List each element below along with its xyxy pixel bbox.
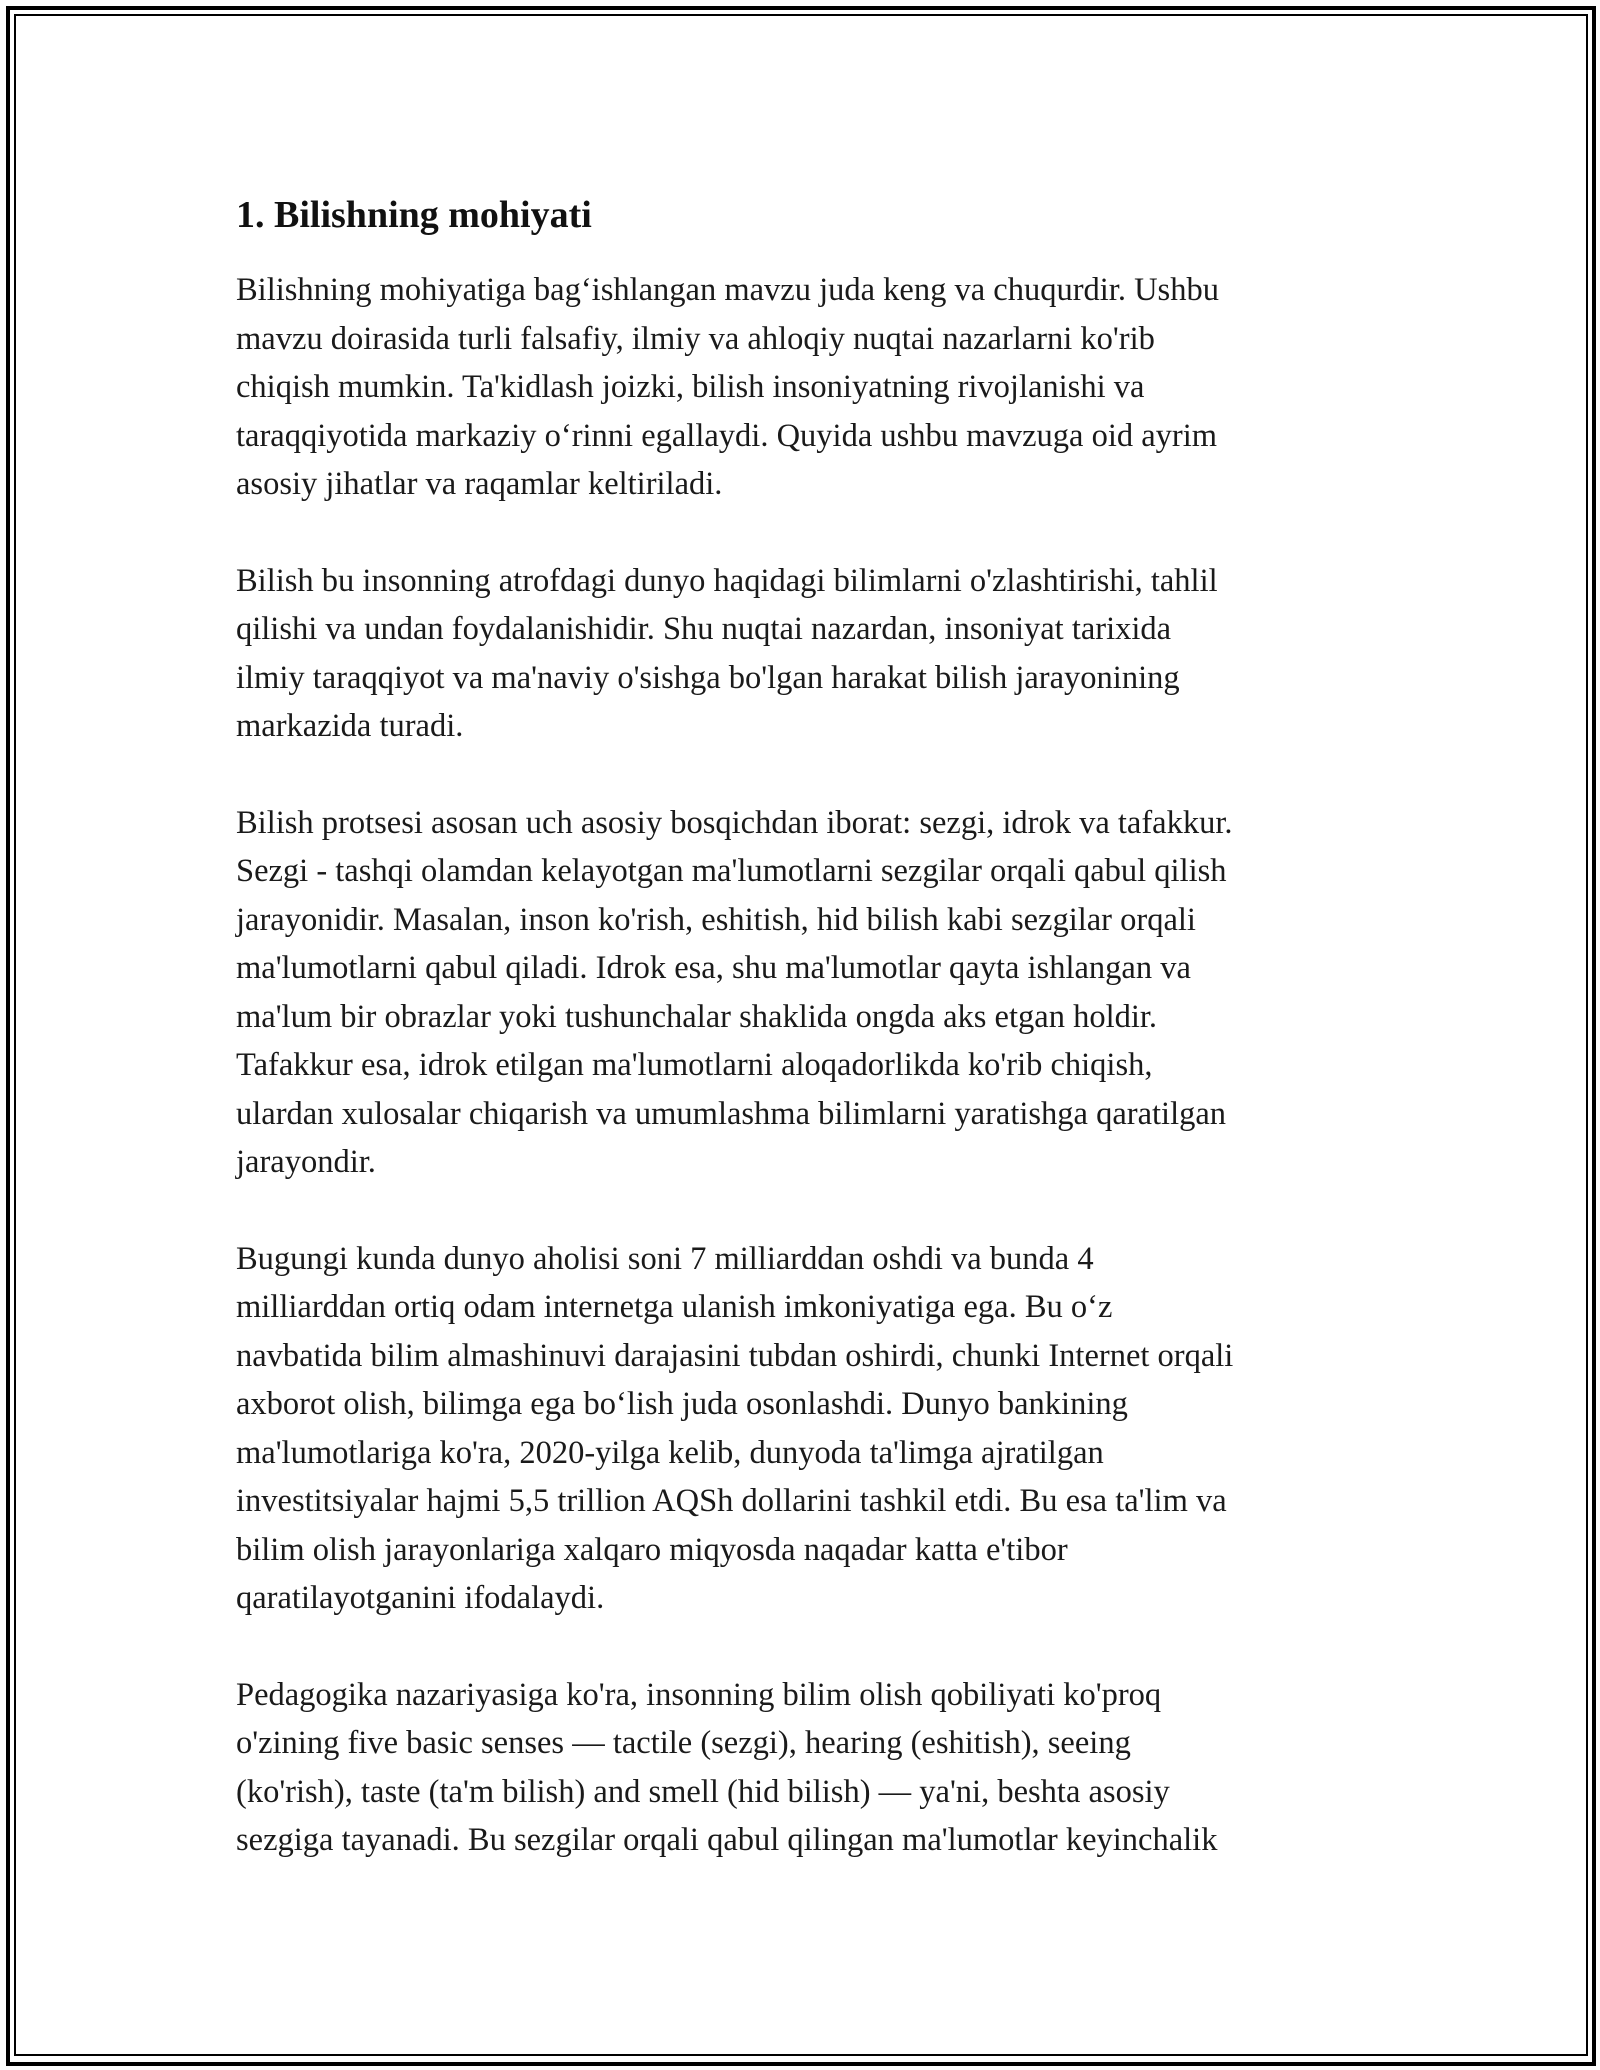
text-line: milliarddan ortiq odam internetga ulanish imkoniyatiga ega. Bu o‘z: [236, 1289, 1113, 1325]
text-line: Tafakkur esa, idrok etilgan ma'lumotlarni aloqadorlikda ko'rib chiqish,: [236, 1047, 1153, 1083]
text-line: jarayonidir. Masalan, inson ko'rish, eshitish, hid bilish kabi sezgilar orqali: [236, 901, 1196, 938]
text-line: ilmiy taraqqiyot va ma'naviy o'sishga bo'lgan harakat bilish jarayonining: [236, 659, 1180, 696]
paragraph-3: [236, 799, 1376, 1187]
paragraph-2: [236, 557, 1376, 751]
text-line: qilishi va undan foydalanishidir. Shu nuqtai nazardan, insoniyat tarixida: [236, 611, 1172, 647]
text-line: mavzu doirasida turli falsafiy, ilmiy va ahloqiy nuqtai nazarlarni ko'rib: [236, 320, 1155, 357]
text-line: Bilish bu insonning atrofdagi dunyo haqidagi bilimlarni o'zlashtirishi, tahlil: [236, 562, 1218, 599]
text-line: ulardan xulosalar chiqarish va umumlashma bilimlarni yaratishga qaratilgan: [236, 1095, 1227, 1132]
text-line: ma'lumotlarni qabul qiladi. Idrok esa, shu ma'lumotlar qayta ishlangan va: [236, 950, 1191, 986]
text-line: Bilish protsesi asosan uch asosiy bosqichdan iborat: sezgi, idrok va tafakkur.: [236, 804, 1233, 841]
section-heading: 1. Bilishning mohiyati: [236, 194, 592, 236]
text-line: ma'lum bir obrazlar yoki tushunchalar shaklida ongda aks etgan holdir.: [236, 998, 1158, 1035]
text-line: Bugungi kunda dunyo aholisi soni 7 milliarddan oshdi va bunda 4: [236, 1240, 1094, 1277]
paragraph-5: [236, 1671, 1376, 1865]
text-line: Bilishning mohiyatiga bag‘ishlangan mavzu juda keng va chuqurdir. Ushbu: [236, 272, 1219, 308]
text-line: jarayondir.: [236, 1144, 376, 1180]
text-line: investitsiyalar hajmi 5,5 trillion AQSh dollarini tashkil etdi. Bu esa ta'lim va: [236, 1483, 1227, 1519]
text-line: bilim olish jarayonlariga xalqaro miqyosda naqadar katta e'tibor: [236, 1531, 1068, 1568]
text-line: Sezgi - tashqi olamdan kelayotgan ma'lumotlarni sezgilar orqali qabul qilish: [236, 853, 1227, 889]
text-line: qaratilayotganini ifodalaydi.: [236, 1580, 605, 1616]
text-line: (ko'rish), taste (ta'm bilish) and smell (hid bilish) — ya'ni, beshta asosiy: [236, 1773, 1170, 1810]
document-body: [236, 180, 1376, 1913]
text-line: sezgiga tayanadi. Bu sezgilar orqali qabul qilingan ma'lumotlar keyinchalik: [236, 1822, 1218, 1858]
text-line: taraqqiyotida markaziy o‘rinni egallaydi. Quyida ushbu mavzuga oid ayrim: [236, 417, 1218, 454]
text-line: Pedagogika nazariyasiga ko'ra, insonning bilim olish qobiliyati ko'proq: [236, 1676, 1162, 1713]
text-line: ma'lumotlariga ko'ra, 2020-yilga kelib, dunyoda ta'limga ajratilgan: [236, 1434, 1104, 1471]
paragraph-4: [236, 1235, 1376, 1623]
text-line: navbatida bilim almashinuvi darajasini tubdan oshirdi, chunki Internet orqali: [236, 1337, 1234, 1374]
text-line: chiqish mumkin. Ta'kidlash joizki, bilish insoniyatning rivojlanishi va: [236, 369, 1145, 405]
text-line: asosiy jihatlar va raqamlar keltiriladi.: [236, 466, 723, 502]
paragraph-1: [236, 266, 1376, 509]
text-line: o'zining five basic senses — tactile (sezgi), hearing (eshitish), seeing: [236, 1725, 1131, 1761]
text-line: axborot olish, bilimga ega bo‘lish juda osonlashdi. Dunyo bankining: [236, 1386, 1128, 1422]
text-line: markazida turadi.: [236, 708, 464, 744]
